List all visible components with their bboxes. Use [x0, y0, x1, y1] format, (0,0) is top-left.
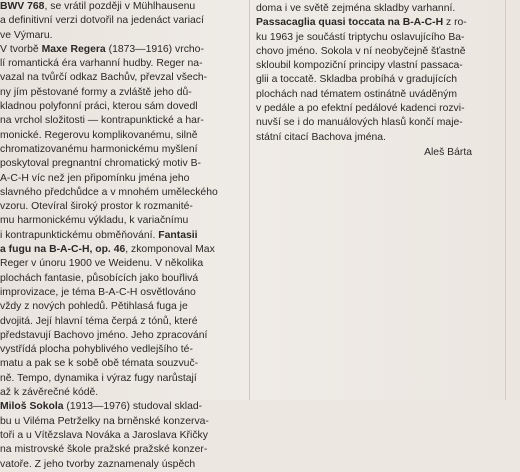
text-run: kladnou polyfonní práci, kterou sám dovedl [0, 101, 198, 113]
bold-text-run: Miloš Sokola [0, 401, 64, 413]
text-line [256, 116, 472, 130]
text-run: matu a pak se k sobě obě témata souzvuč- [0, 358, 199, 370]
text-line [0, 357, 236, 371]
text-line [0, 257, 236, 271]
text-line [256, 59, 472, 73]
text-run: lí romantická éra varhanní hudby. Reger na- [0, 58, 203, 70]
text-line [0, 29, 236, 43]
right-text-column [256, 2, 472, 160]
bold-text-run: BWV 768 [0, 1, 45, 12]
text-run: (1873—1916) vrcho- [105, 43, 204, 55]
text-run: i kontrapunktickému obměňování. [0, 229, 159, 241]
page-edge-line [505, 0, 506, 400]
text-line [0, 458, 236, 472]
text-run: , zkomponoval Max [125, 244, 215, 256]
author-signature: Aleš Bárta [424, 146, 472, 158]
text-run: z ro- [443, 17, 467, 29]
text-line [256, 102, 472, 116]
text-run: představují Bachovo jméno. Jeho zpracování [0, 329, 208, 341]
text-run: ny jím pěstované formy a zvláště jeho dů- [0, 86, 192, 98]
text-run: Reger v únoru 1900 ve Weidenu. V několika [0, 258, 204, 270]
right-paragraph [256, 2, 472, 145]
text-run: skloubil kompoziční principy vlastní passaca- [256, 60, 463, 72]
text-line [0, 300, 236, 314]
text-run: vždy z nových pohledů. Pětihlasá fuga je [0, 301, 188, 313]
text-run: ve Výmaru. [0, 29, 53, 41]
text-run: A-C-H víc než jen připomínku jména jeho [0, 172, 190, 184]
text-run: V tvorbě [0, 43, 42, 55]
text-line [0, 372, 236, 386]
text-run: chovo jméno. Sokola v ní neobyčejně šťastně [256, 45, 466, 57]
text-line [0, 100, 236, 114]
text-run: a definitivní verzi dotvořil na jedenáct variací [0, 15, 204, 27]
text-run: v pedále a po efektní pedálové kadenci rozvi- [256, 103, 465, 115]
text-run: vatoře. Z jeho tvorby zaznamenaly úspěch [0, 458, 196, 470]
bold-text-run: Maxe Regera [41, 43, 106, 55]
text-run: vazal na tvůrčí odkaz Bachův, převzal všech- [0, 72, 208, 84]
text-run: vzoru. Otevíral široký prostor k rozmanité- [0, 201, 193, 213]
text-run: až k závěrečné kódě. [0, 387, 99, 399]
text-run: improvizace, je téma B-A-C-H osvětlováno [0, 286, 196, 298]
text-run: na vrchol složitosti — kontrapunktické a har- [0, 115, 204, 127]
text-run: plochách nad tématem ostinátně uváděným [256, 88, 458, 100]
text-line [0, 172, 236, 186]
text-line [0, 43, 236, 57]
text-run: monické. Regerovu komplikovanému, silně [0, 129, 198, 141]
text-run: dvojitá. Její hlavní téma čerpá z tónů, které [0, 315, 198, 327]
text-line [0, 86, 236, 100]
text-line [0, 286, 236, 300]
text-line [0, 443, 236, 457]
text-run: bu u Viléma Petrželky na brněnské konzerva- [0, 415, 209, 427]
text-line [256, 88, 472, 102]
text-run: nuvší se i do manuálových hlasů končí maje- [256, 117, 463, 129]
text-run: toři a u Vítězslava Nováka a Jaroslava Křičky [0, 429, 208, 441]
text-line [0, 57, 236, 71]
text-line [0, 143, 236, 157]
text-line [0, 386, 236, 400]
fold-line [249, 0, 250, 400]
text-line [0, 157, 236, 171]
text-line [0, 229, 236, 243]
text-line [0, 200, 236, 214]
bold-text-run: a fugu na B-A-C-H, op. 46 [0, 244, 126, 256]
text-run: , se vrátil později v Mühlhausenu [44, 1, 196, 12]
text-run: vystřídá plocha pohyblivého vedlejšího té- [0, 344, 193, 356]
text-run: státní citací Bachova jména. [256, 131, 386, 143]
text-line [256, 31, 472, 45]
bold-text-run: Passacaglia quasi toccata na B-A-C-H [256, 17, 444, 29]
text-run: ku 1963 je součástí triptychu oslavujícího Ba- [256, 31, 465, 43]
text-line [0, 343, 236, 357]
text-line [256, 131, 472, 145]
text-run: chromatizovanému harmonickému myšlení [0, 143, 198, 155]
text-run: na mistrovské škole pražské pražské konzer- [0, 444, 208, 456]
text-line [0, 186, 236, 200]
text-line [0, 71, 236, 85]
text-line [0, 329, 236, 343]
bold-text-run: Fantasii [158, 229, 198, 241]
text-line [0, 400, 236, 414]
text-line [0, 315, 236, 329]
text-line [0, 129, 236, 143]
text-run: ně. Tempo, dynamika i výraz fugy narůstají [0, 372, 197, 384]
text-line [0, 429, 236, 443]
text-run: doma i ve světě zejména skladby varhanní. [256, 3, 456, 14]
text-line [256, 45, 472, 59]
text-line [0, 214, 236, 228]
text-line [256, 16, 472, 30]
text-line [256, 2, 472, 16]
text-line [0, 114, 236, 128]
text-run: (1913—1976) studoval sklad- [63, 401, 203, 413]
text-line [0, 415, 236, 429]
text-line [0, 0, 236, 14]
text-run: mu harmonickému výkladu, k variačnímu [0, 215, 189, 227]
text-run: plochách fantasie, působících jako bouřlivá [0, 272, 199, 284]
text-run: glii a toccatě. Skladba probíhá v gradujících [256, 74, 458, 86]
left-text-column [0, 0, 236, 472]
text-run: slavného předchůdce a v mnohém uměleckého [0, 186, 218, 198]
text-line [0, 243, 236, 257]
text-line [256, 73, 472, 87]
text-line [0, 272, 236, 286]
text-run: poskytoval pregnantní chromatický motiv B- [0, 158, 201, 170]
text-line [0, 14, 236, 28]
